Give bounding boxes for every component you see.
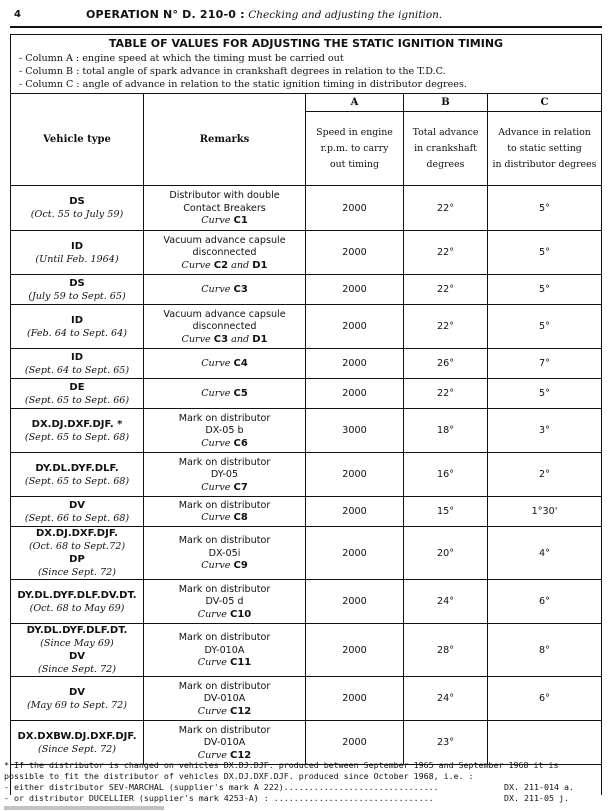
curve-label: Curve C8 [201, 512, 248, 524]
remark-line: Mark on distributor [178, 583, 271, 595]
total-advance-value: 26° [404, 349, 488, 379]
speed-value: 2000 [306, 527, 404, 580]
relative-advance-value: 4° [488, 527, 602, 580]
curve-label: Curve C9 [201, 560, 248, 571]
footnote-line-1: * If the distributor is changed on vehicles DX.DJ.DJF. produced between September 1965 and September 1968 it is [4, 760, 559, 770]
vehicle-name: DV [68, 651, 86, 662]
remark-line: disconnected [192, 247, 257, 258]
table-row [11, 186, 602, 231]
vehicle-name: DY.DL.DYF.DLF. [35, 462, 119, 474]
table-row [11, 305, 602, 349]
curve-label: Curve C10 [197, 608, 252, 620]
vehicle-name: DV [68, 499, 86, 511]
total-advance-value: 28° [404, 624, 488, 677]
remark-line: DY-010A [204, 644, 245, 656]
remark-line: DX-05 b [205, 425, 244, 436]
footnote-line-2: possible to fit the distributor of vehicles DX.DJ.DXF.DJF. produced since October 1968, i.e. : [4, 771, 474, 781]
vehicle-period: (Since Sept. 72) [38, 664, 116, 675]
cropped-text-remnant [4, 806, 164, 810]
vehicle-period: (May 69 to Sept. 72) [27, 699, 127, 711]
vehicle-period: (Oct. 68 to Sept.72) [28, 541, 126, 552]
vehicle-period: (Since Sept. 72) [38, 743, 116, 755]
speed-value: 2000 [306, 231, 404, 275]
curve-label: Curve C4 [201, 358, 248, 369]
vehicle-type-cell [11, 497, 144, 527]
curve-label: Curve C11 [197, 657, 252, 668]
remarks-cell [144, 453, 306, 497]
total-advance-value: 22° [404, 275, 488, 305]
speed-value: 2000 [306, 379, 404, 409]
remark-line: Distributor with double [169, 190, 280, 201]
relative-advance-value: 5° [488, 305, 602, 349]
column-letter-a: A [306, 94, 404, 112]
speed-value: 3000 [306, 409, 404, 453]
table-row [11, 721, 602, 765]
total-advance-value: 22° [404, 231, 488, 275]
total-advance-value: 18° [404, 409, 488, 453]
curve-label: Curve C3 [201, 284, 248, 295]
vehicle-name: DS [69, 277, 85, 289]
remark-line: Mark on distributor [178, 535, 271, 546]
table-row [11, 231, 602, 275]
vehicle-type-cell [11, 349, 144, 379]
remarks-cell [144, 379, 306, 409]
curve-label: Curve C7 [201, 481, 248, 493]
vehicle-name: ID [70, 351, 84, 363]
column-letter-b: B [404, 94, 488, 112]
speed-value: 2000 [306, 305, 404, 349]
vehicle-name: DV [68, 686, 86, 698]
operation-title [86, 8, 442, 21]
remark-line: Mark on distributor [178, 632, 271, 643]
table-row [11, 379, 602, 409]
remarks-cell [144, 677, 306, 721]
curve-label: Curve C3 and D1 [181, 333, 268, 345]
total-advance-header: Total advance in crankshaft degrees [404, 112, 488, 186]
remark-line: DY-05 [210, 469, 239, 480]
vehicle-type-header: Vehicle type [11, 94, 144, 186]
remarks-cell [144, 186, 306, 231]
remark-line: Mark on distributor [178, 499, 271, 511]
remark-line: Mark on distributor [178, 456, 271, 468]
vehicle-type-cell [11, 624, 144, 677]
total-advance-value: 24° [404, 677, 488, 721]
curve-label: Curve C2 and D1 [181, 259, 268, 271]
remark-line: Vacuum advance capsule [163, 234, 286, 246]
vehicle-name: DP [69, 554, 85, 565]
operation-number: OPERATION N° D. 210-0 : [86, 8, 245, 21]
column-note-c: - Column C : angle of advance in relation to the static ignition timing in distributor degrees. [19, 79, 467, 90]
option-1-ref: DX. 211-014 a. [504, 782, 574, 792]
curve-label: Curve C5 [201, 388, 248, 399]
speed-value: 2000 [306, 721, 404, 765]
curve-label: Curve C1 [201, 215, 248, 226]
remark-line: Mark on distributor [178, 412, 271, 424]
relative-advance-value: 6° [488, 580, 602, 624]
total-advance-value: 22° [404, 186, 488, 231]
speed-value: 2000 [306, 453, 404, 497]
footnote [4, 760, 604, 804]
vehicle-type-cell [11, 275, 144, 305]
table-row [11, 624, 602, 677]
option-2-ref: DX. 211-05 j. [504, 793, 569, 803]
remarks-cell [144, 349, 306, 379]
vehicle-type-cell [11, 379, 144, 409]
table-row [11, 275, 602, 305]
table-row [11, 527, 602, 580]
vehicle-period: (Sept. 65 to Sept. 68) [24, 475, 130, 487]
vehicle-type-cell [11, 231, 144, 275]
relative-advance-value: 7° [488, 349, 602, 379]
speed-value: 2000 [306, 580, 404, 624]
table-title: TABLE OF VALUES FOR ADJUSTING THE STATIC IGNITION TIMING [108, 37, 504, 50]
curve-label: Curve C6 [201, 437, 248, 449]
relative-advance-header: Advance in relation to static setting in distributor degrees [488, 112, 602, 186]
remarks-cell [144, 497, 306, 527]
remark-line: Mark on distributor [178, 680, 271, 692]
remarks-cell [144, 527, 306, 580]
vehicle-name: DE [69, 381, 85, 393]
total-advance-value: 22° [404, 305, 488, 349]
column-notes [19, 52, 467, 91]
remark-line: DX-05i [208, 547, 241, 559]
vehicle-period: (Since Sept. 72) [38, 567, 116, 578]
ignition-timing-table [10, 93, 602, 765]
relative-advance-value: 6° [488, 677, 602, 721]
remarks-cell [144, 409, 306, 453]
vehicle-period: (Until Feb. 1964) [35, 253, 119, 265]
remark-line: Vacuum advance capsule [163, 308, 286, 320]
table-row [11, 497, 602, 527]
remarks-cell [144, 275, 306, 305]
total-advance-value: 15° [404, 497, 488, 527]
total-advance-value: 22° [404, 379, 488, 409]
relative-advance-value: 5° [488, 379, 602, 409]
page-number: 4 [14, 9, 21, 20]
column-letter-row [11, 94, 602, 112]
remark-line: disconnected [192, 321, 257, 332]
footnote-option-1: - either distributor SEV-MARCHAL (supplier's mark A 222)............................... DX. 211-014 a. [4, 782, 604, 793]
column-letter-c: C [488, 94, 602, 112]
remarks-cell [144, 580, 306, 624]
relative-advance-value: 5° [488, 231, 602, 275]
column-note-a: - Column A : engine speed at which the timing must be carried out [19, 53, 344, 64]
speed-header: Speed in engine r.p.m. to carry out timing [306, 112, 404, 186]
table-row [11, 677, 602, 721]
vehicle-period: (Oct. 55 to July 59) [30, 209, 124, 220]
relative-advance-value: 5° [488, 275, 602, 305]
vehicle-name: DX.DXBW.DJ.DXF.DJF. [17, 730, 137, 742]
relative-advance-value: 3° [488, 409, 602, 453]
relative-advance-value: 1°30' [488, 497, 602, 527]
total-advance-value: 24° [404, 580, 488, 624]
speed-value: 2000 [306, 497, 404, 527]
vehicle-name: ID [70, 240, 84, 252]
vehicle-name: DY.DL.DYF.DLF.DV.DT. [17, 589, 137, 601]
vehicle-period: (Sept. 66 to Sept. 68) [24, 512, 130, 524]
footnote-option-2: - or distributor DUCELLIER (supplier's mark 4253-A) : ................................ DX. 211-05 j. [4, 793, 604, 804]
column-note-b: - Column B : total angle of spark advance in crankshaft degrees in relation to the T.D.C. [19, 66, 446, 77]
table-row [11, 409, 602, 453]
remark-line: DV-010A [203, 737, 246, 748]
page-header [10, 4, 602, 28]
remarks-cell [144, 231, 306, 275]
remark-line: Mark on distributor [178, 724, 271, 736]
vehicle-type-cell [11, 305, 144, 349]
remarks-cell [144, 624, 306, 677]
relative-advance-value: 8° [488, 624, 602, 677]
vehicle-type-cell [11, 721, 144, 765]
vehicle-type-cell [11, 580, 144, 624]
vehicle-type-cell [11, 677, 144, 721]
vehicle-type-cell [11, 186, 144, 231]
remark-line: DV-05 d [205, 596, 244, 607]
vehicle-period: (July 59 to Sept. 65) [28, 290, 126, 302]
vehicle-period: (Sept. 64 to Sept. 65) [24, 364, 130, 376]
remark-line: DV-010A [203, 693, 246, 704]
vehicle-type-cell [11, 453, 144, 497]
vehicle-name: DS [69, 196, 85, 207]
relative-advance-value [488, 721, 602, 765]
speed-value: 2000 [306, 275, 404, 305]
vehicle-name: DY.DL.DYF.DLF.DT. [26, 625, 128, 636]
total-advance-value: 20° [404, 527, 488, 580]
vehicle-type-cell [11, 527, 144, 580]
relative-advance-value: 5° [488, 186, 602, 231]
remark-line: Contact Breakers [183, 202, 266, 214]
remarks-cell [144, 305, 306, 349]
vehicle-name: DX.DJ.DXF.DJF. * [31, 418, 123, 430]
speed-value: 2000 [306, 624, 404, 677]
remarks-cell [144, 721, 306, 765]
table-row [11, 453, 602, 497]
vehicle-period: (Since May 69) [40, 638, 114, 649]
vehicle-name: DX.DJ.DXF.DJF. [36, 528, 118, 539]
curve-label: Curve C12 [197, 749, 252, 761]
vehicle-period: (Oct. 68 to May 69) [29, 602, 125, 614]
vehicle-type-cell [11, 409, 144, 453]
total-advance-value: 23° [404, 721, 488, 765]
speed-value: 2000 [306, 677, 404, 721]
total-advance-value: 16° [404, 453, 488, 497]
curve-label: Curve C12 [197, 705, 252, 717]
speed-value: 2000 [306, 349, 404, 379]
remarks-header: Remarks [144, 94, 306, 186]
speed-value: 2000 [306, 186, 404, 231]
table-row [11, 580, 602, 624]
vehicle-period: (Sept. 65 to Sept. 68) [24, 431, 130, 443]
table-row [11, 349, 602, 379]
vehicle-period: (Sept. 65 to Sept. 66) [24, 394, 130, 406]
vehicle-name: ID [70, 314, 84, 326]
vehicle-period: (Feb. 64 to Sept. 64) [26, 327, 128, 339]
relative-advance-value: 2° [488, 453, 602, 497]
operation-description: Checking and adjusting the ignition. [248, 9, 443, 21]
